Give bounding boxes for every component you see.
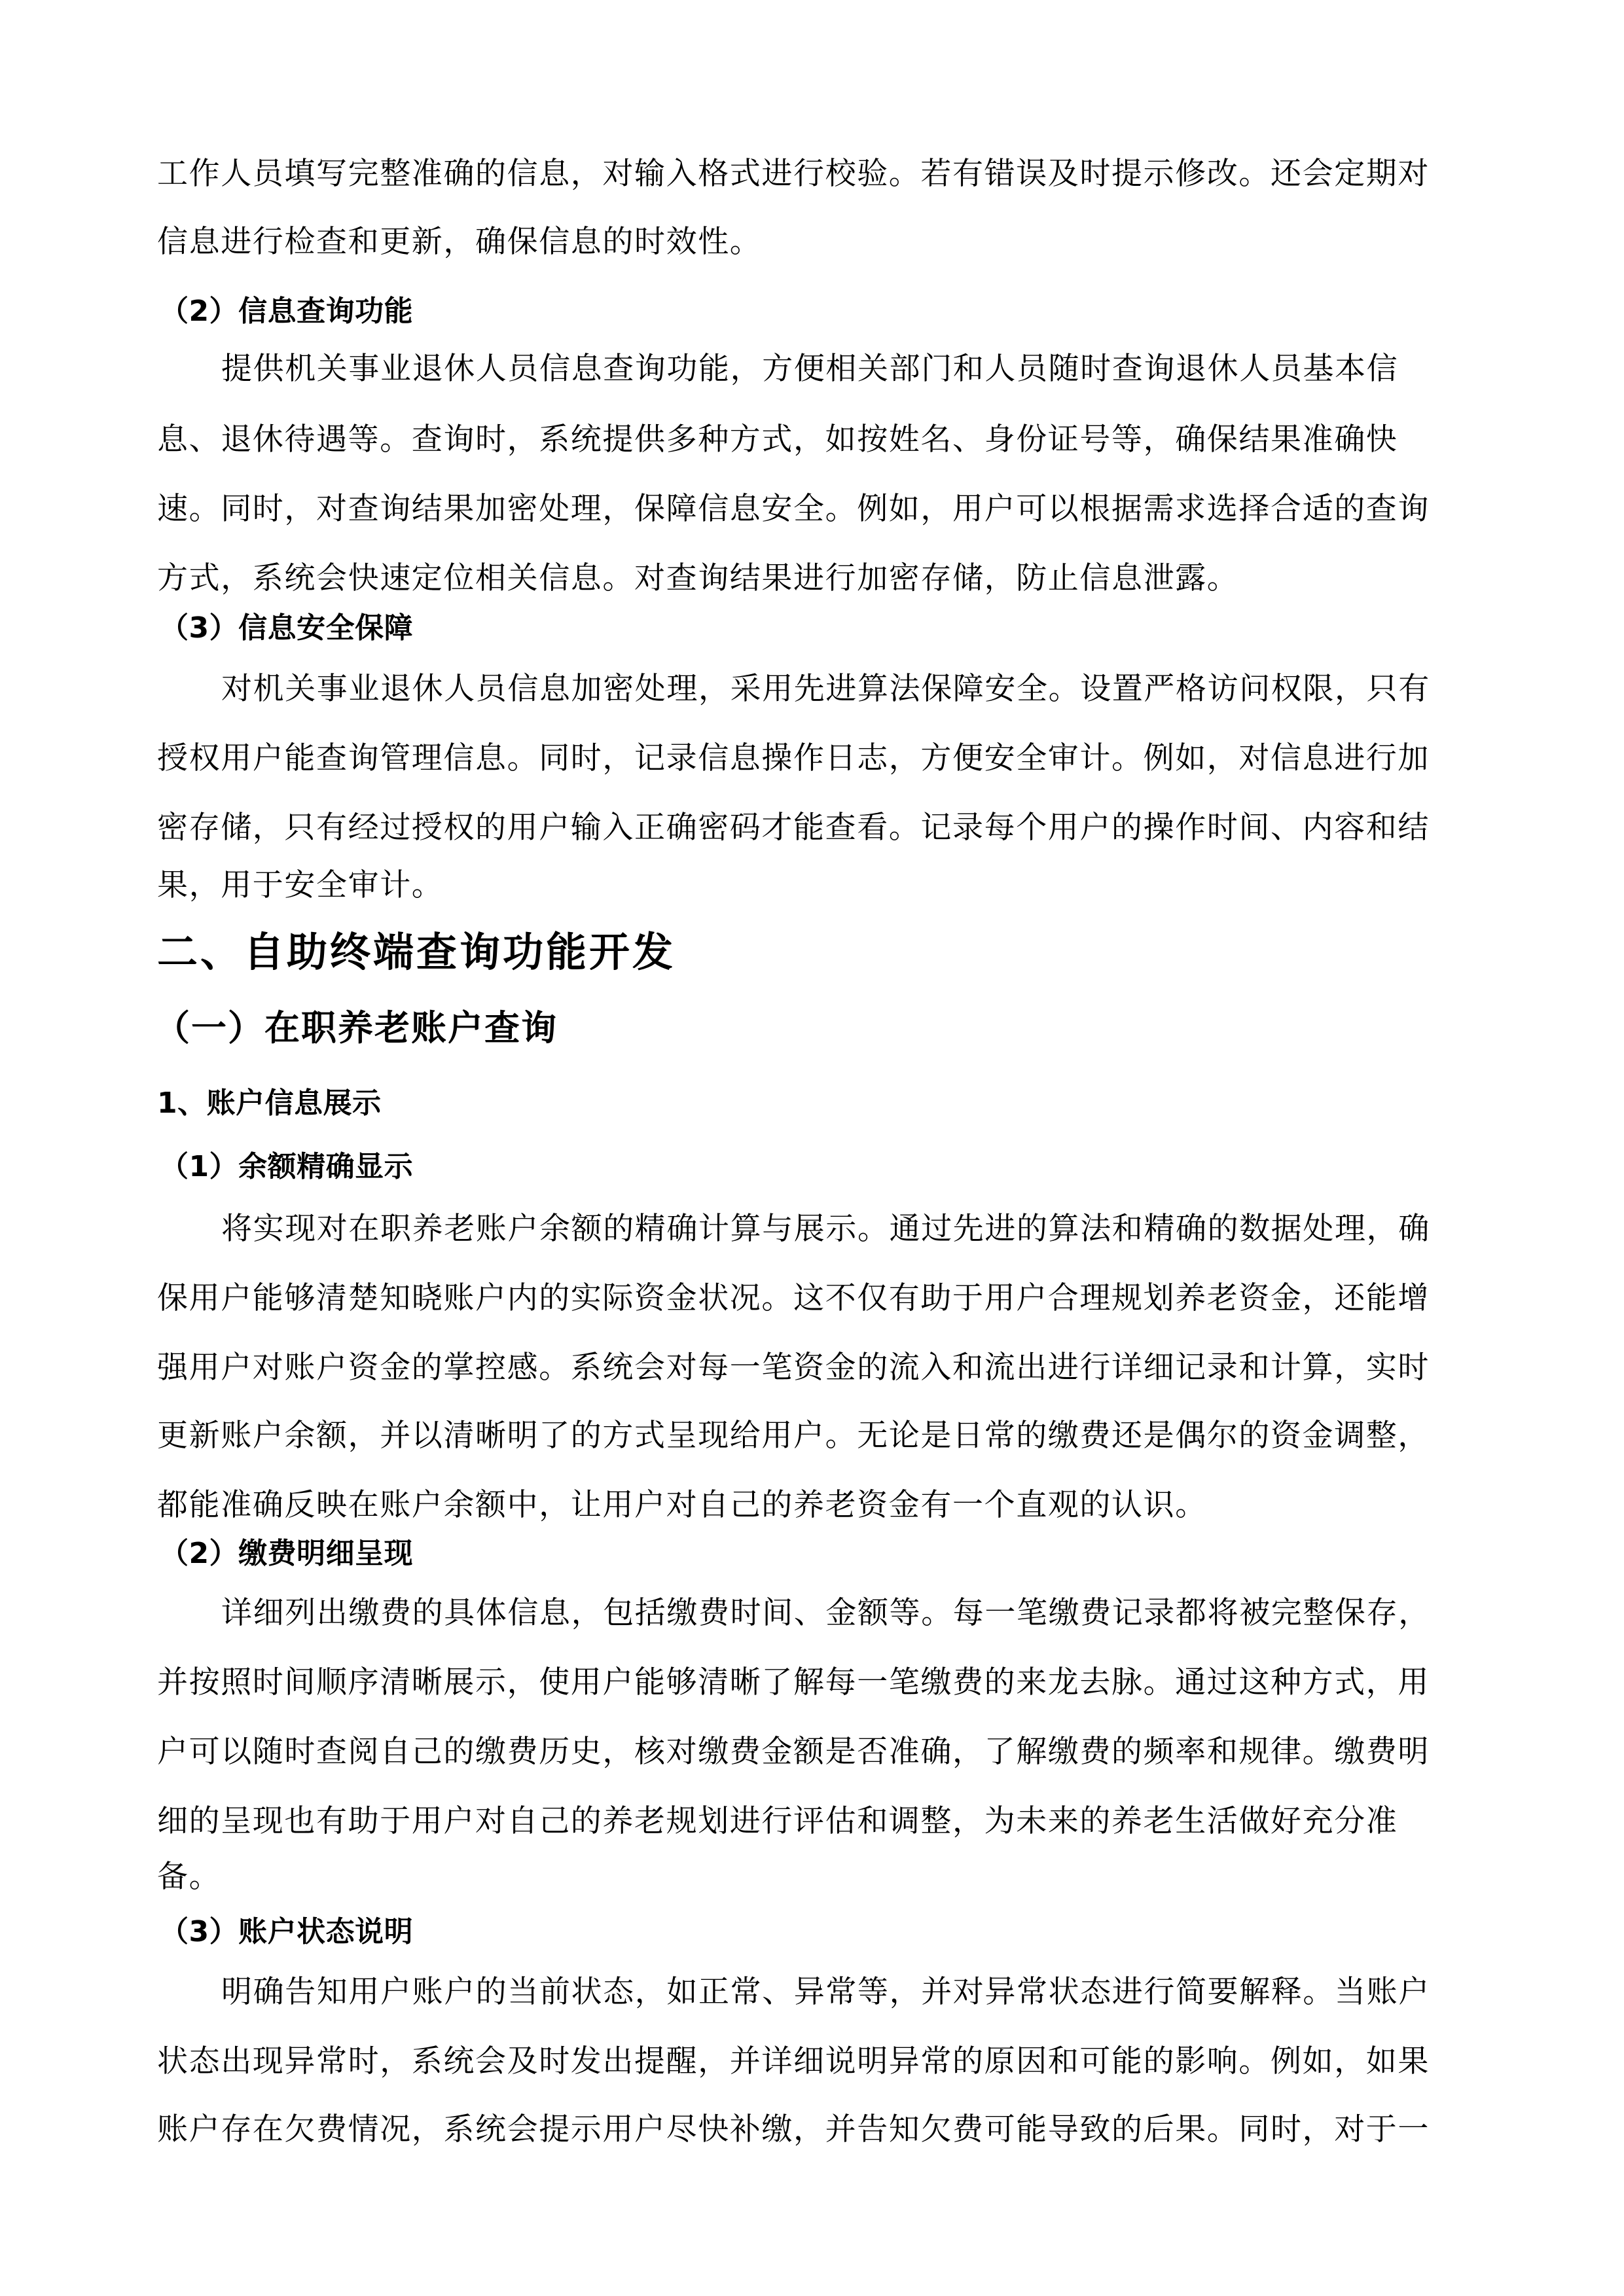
paragraph-line: 果，用于安全审计。	[157, 867, 444, 903]
paragraph-line: 方式，系统会快速定位相关信息。对查询结果进行加密存储，防止信息泄露。	[157, 560, 1239, 596]
heading-pension-account-query: （一）在职养老账户查询	[154, 1007, 558, 1049]
subheading-payment-details: （2）缴费明细呈现	[160, 1537, 414, 1570]
paragraph-line: 对机关事业退休人员信息加密处理，采用先进算法保障安全。设置严格访问权限，只有	[221, 671, 1430, 707]
subheading-info-query: （2）信息查询功能	[160, 295, 414, 328]
paragraph-line: 信息进行检查和更新，确保信息的时效性。	[157, 224, 762, 260]
subheading-balance-display: （1）余额精确显示	[160, 1150, 414, 1183]
paragraph-line: 状态出现异常时，系统会及时发出提醒，并详细说明异常的原因和可能的影响。例如，如果	[157, 2043, 1430, 2079]
paragraph-line: 都能准确反映在账户余额中，让用户对自己的养老资金有一个直观的认识。	[157, 1487, 1207, 1523]
paragraph-line: 保用户能够清楚知晓账户内的实际资金状况。这不仅有助于用户合理规划养老资金，还能增	[157, 1280, 1430, 1316]
paragraph-line: 息、退休待遇等。查询时，系统提供多种方式，如按姓名、身份证号等，确保结果准确快	[157, 422, 1398, 457]
paragraph-line: 户可以随时查阅自己的缴费历史，核对缴费金额是否准确，了解缴费的频率和规律。缴费明	[157, 1734, 1430, 1770]
paragraph-line: 账户存在欠费情况，系统会提示用户尽快补缴，并告知欠费可能导致的后果。同时，对于一	[157, 2111, 1430, 2147]
subheading-info-security: （3）信息安全保障	[160, 611, 414, 645]
paragraph-line: 提供机关事业退休人员信息查询功能，方便相关部门和人员随时查询退休人员基本信	[221, 351, 1399, 387]
paragraph-line: 细的呈现也有助于用户对自己的养老规划进行评估和调整，为未来的养老生活做好充分准	[157, 1803, 1398, 1839]
paragraph-line: 详细列出缴费的具体信息，包括缴费时间、金额等。每一笔缴费记录都将被完整保存，	[221, 1595, 1430, 1631]
paragraph-line: 工作人员填写完整准确的信息，对输入格式进行校验。若有错误及时提示修改。还会定期对	[157, 156, 1430, 192]
paragraph-line: 明确告知用户账户的当前状态，如正常、异常等，并对异常状态进行简要解释。当账户	[221, 1974, 1430, 2010]
paragraph-line: 备。	[157, 1859, 221, 1895]
heading-self-service-terminal: 二、自助终端查询功能开发	[157, 928, 676, 976]
heading-account-info-display: 1、账户信息展示	[157, 1086, 382, 1120]
paragraph-line: 授权用户能查询管理信息。同时，记录信息操作日志，方便安全审计。例如，对信息进行加	[157, 740, 1430, 776]
paragraph-line: 并按照时间顺序清晰展示，使用户能够清晰了解每一笔缴费的来龙去脉。通过这种方式，用	[157, 1664, 1430, 1700]
paragraph-line: 将实现对在职养老账户余额的精确计算与展示。通过先进的算法和精确的数据处理，确	[221, 1211, 1430, 1247]
paragraph-line: 更新账户余额，并以清晰明了的方式呈现给用户。无论是日常的缴费还是偶尔的资金调整，	[157, 1418, 1430, 1454]
paragraph-line: 强用户对账户资金的掌控感。系统会对每一笔资金的流入和流出进行详细记录和计算，实时	[157, 1350, 1430, 1386]
subheading-account-status: （3）账户状态说明	[160, 1915, 414, 1948]
paragraph-line: 速。同时，对查询结果加密处理，保障信息安全。例如，用户可以根据需求选择合适的查询	[157, 491, 1430, 527]
paragraph-line: 密存储，只有经过授权的用户输入正确密码才能查看。记录每个用户的操作时间、内容和结	[157, 810, 1430, 846]
